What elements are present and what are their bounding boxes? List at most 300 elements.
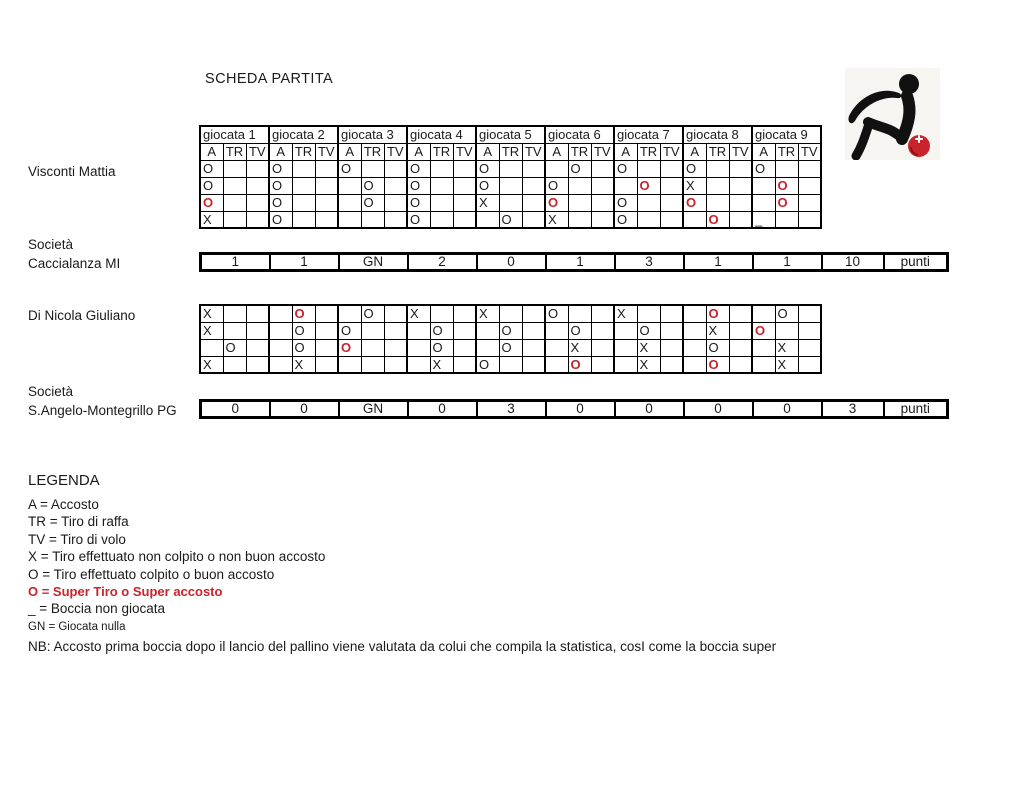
mark-cell <box>430 194 453 211</box>
giocata-points-cell: 2 <box>408 254 477 271</box>
mark-cell: X <box>200 211 223 228</box>
player2-society-label: Società <box>28 384 74 399</box>
player1-score-row <box>199 252 949 272</box>
subcol-header-tv: TV <box>246 143 269 160</box>
boccia-row <box>200 177 821 194</box>
mark-cell <box>384 339 407 356</box>
legend-line: TR = Tiro di raffa <box>28 514 129 530</box>
mark-cell <box>522 356 545 373</box>
mark-cell: O <box>338 160 361 177</box>
giocata-header: giocata 9 <box>752 126 821 143</box>
mark-cell <box>683 356 706 373</box>
mark-cell: O <box>614 160 637 177</box>
mark-cell <box>499 305 522 322</box>
mark-cell <box>729 194 752 211</box>
mark-cell <box>798 356 821 373</box>
giocata-points-cell: GN <box>339 401 408 418</box>
mark-cell <box>407 356 430 373</box>
mark-cell <box>499 160 522 177</box>
mark-cell <box>683 211 706 228</box>
subcol-header-a: A <box>752 143 775 160</box>
mark-cell <box>545 339 568 356</box>
player2-score-row <box>199 399 949 419</box>
mark-cell: O <box>200 160 223 177</box>
mark-cell: X <box>637 356 660 373</box>
giocata-points-cell: 3 <box>477 401 546 418</box>
mark-cell <box>453 356 476 373</box>
mark-cell <box>246 160 269 177</box>
mark-cell: X <box>775 339 798 356</box>
mark-cell <box>522 177 545 194</box>
mark-cell <box>729 305 752 322</box>
mark-cell <box>246 194 269 211</box>
mark-cell <box>338 356 361 373</box>
total-points-cell: 3 <box>822 401 884 418</box>
mark-cell <box>660 322 683 339</box>
mark-cell: O <box>706 356 729 373</box>
mark-cell <box>798 305 821 322</box>
mark-cell <box>361 211 384 228</box>
boccia-row <box>200 211 821 228</box>
boccia-row <box>200 305 821 322</box>
giocata-points-cell: 1 <box>201 254 270 271</box>
mark-cell <box>591 194 614 211</box>
mark-cell <box>775 160 798 177</box>
legend-line: X = Tiro effettuato non colpito o non buon accosto <box>28 549 326 565</box>
subcol-header-a: A <box>545 143 568 160</box>
mark-cell: X <box>545 211 568 228</box>
mark-cell: O <box>499 322 522 339</box>
mark-cell: O <box>200 194 223 211</box>
mark-cell <box>384 356 407 373</box>
bocce-player-logo-svg <box>845 68 940 160</box>
bocce-player-icon <box>845 68 940 160</box>
mark-cell <box>246 339 269 356</box>
subcol-header-tv: TV <box>453 143 476 160</box>
giocata-points-cell: 1 <box>684 254 753 271</box>
mark-cell: X <box>200 322 223 339</box>
mark-cell: X <box>637 339 660 356</box>
mark-cell <box>315 322 338 339</box>
mark-cell <box>637 160 660 177</box>
mark-cell: O <box>407 177 430 194</box>
mark-cell <box>407 339 430 356</box>
legend-lines <box>28 496 888 637</box>
mark-cell: O <box>407 211 430 228</box>
giocata-header: giocata 5 <box>476 126 545 143</box>
player2-grid <box>199 304 822 374</box>
subcol-header-a: A <box>338 143 361 160</box>
mark-cell: O <box>223 339 246 356</box>
mark-cell: O <box>361 177 384 194</box>
legend-line: O = Tiro effettuato colpito o buon accosto <box>28 566 275 582</box>
subcol-header-tv: TV <box>591 143 614 160</box>
mark-cell <box>430 177 453 194</box>
subcol-header-tr: TR <box>292 143 315 160</box>
subcol-header-a: A <box>683 143 706 160</box>
mark-cell <box>591 356 614 373</box>
mark-cell <box>499 177 522 194</box>
mark-cell: O <box>338 339 361 356</box>
mark-cell: O <box>407 194 430 211</box>
subcol-header-tr: TR <box>430 143 453 160</box>
mark-cell <box>384 322 407 339</box>
mark-cell <box>430 211 453 228</box>
mark-cell: X <box>430 356 453 373</box>
mark-cell <box>729 160 752 177</box>
mark-cell <box>683 305 706 322</box>
mark-cell <box>292 194 315 211</box>
mark-cell <box>637 305 660 322</box>
mark-cell: O <box>338 322 361 339</box>
mark-cell <box>660 356 683 373</box>
subcol-header-tr: TR <box>223 143 246 160</box>
player1-society-name: Caccialanza MI <box>28 256 121 271</box>
subcol-header-tv: TV <box>798 143 821 160</box>
subcol-header-a: A <box>269 143 292 160</box>
mark-cell <box>614 322 637 339</box>
mark-cell <box>798 211 821 228</box>
giocata-points-cell: 3 <box>615 254 684 271</box>
mark-cell <box>522 322 545 339</box>
mark-cell: O <box>614 194 637 211</box>
mark-cell <box>315 211 338 228</box>
mark-cell <box>729 211 752 228</box>
mark-cell <box>591 177 614 194</box>
boccia-row <box>200 322 821 339</box>
mark-cell <box>292 211 315 228</box>
boccia-row <box>200 356 821 373</box>
mark-cell <box>660 194 683 211</box>
mark-cell: O <box>476 356 499 373</box>
subcol-header-a: A <box>614 143 637 160</box>
mark-cell <box>476 339 499 356</box>
mark-cell <box>223 211 246 228</box>
subcol-header-tr: TR <box>499 143 522 160</box>
mark-cell <box>660 211 683 228</box>
giocata-points-cell: 1 <box>270 254 339 271</box>
punti-label-cell: punti <box>884 254 948 271</box>
mark-cell <box>637 194 660 211</box>
legend-line: A = Accosto <box>28 497 99 512</box>
mark-cell <box>476 211 499 228</box>
legend-line: GN = Giocata nulla <box>28 620 126 633</box>
legend <box>28 472 888 656</box>
mark-cell <box>591 322 614 339</box>
mark-cell: O <box>706 211 729 228</box>
mark-cell <box>430 160 453 177</box>
mark-cell <box>223 160 246 177</box>
giocata-points-cell: 0 <box>615 401 684 418</box>
mark-cell <box>591 160 614 177</box>
mark-cell <box>683 322 706 339</box>
mark-cell: X <box>706 322 729 339</box>
mark-cell <box>798 177 821 194</box>
giocata-points-cell: 0 <box>753 401 822 418</box>
mark-cell <box>453 194 476 211</box>
mark-cell <box>223 194 246 211</box>
mark-cell: O <box>775 177 798 194</box>
mark-cell: _ <box>752 211 775 228</box>
subcol-header-tv: TV <box>522 143 545 160</box>
mark-cell: O <box>614 211 637 228</box>
punti-label-cell: punti <box>884 401 948 418</box>
boccia-row <box>200 160 821 177</box>
giocata-points-cell: 0 <box>684 401 753 418</box>
subcol-header-tr: TR <box>775 143 798 160</box>
mark-cell <box>545 356 568 373</box>
mark-cell <box>223 322 246 339</box>
mark-cell: O <box>775 305 798 322</box>
giocata-header: giocata 4 <box>407 126 476 143</box>
mark-cell: X <box>476 194 499 211</box>
mark-cell <box>591 211 614 228</box>
mark-cell <box>568 211 591 228</box>
mark-cell <box>637 211 660 228</box>
mark-cell: X <box>407 305 430 322</box>
mark-cell: O <box>361 305 384 322</box>
subcol-header-a: A <box>200 143 223 160</box>
mark-cell <box>499 194 522 211</box>
mark-cell <box>315 160 338 177</box>
mark-cell: O <box>499 211 522 228</box>
mark-cell <box>752 305 775 322</box>
mark-cell <box>660 177 683 194</box>
mark-cell: O <box>430 339 453 356</box>
mark-cell <box>591 305 614 322</box>
mark-cell <box>338 194 361 211</box>
mark-cell <box>315 305 338 322</box>
mark-cell <box>729 356 752 373</box>
mark-cell <box>522 194 545 211</box>
mark-cell <box>384 211 407 228</box>
mark-cell <box>752 177 775 194</box>
mark-cell <box>614 356 637 373</box>
mark-cell: O <box>706 339 729 356</box>
mark-cell: O <box>545 177 568 194</box>
giocata-header: giocata 6 <box>545 126 614 143</box>
mark-cell <box>522 160 545 177</box>
mark-cell <box>338 211 361 228</box>
boccia-row <box>200 339 821 356</box>
total-points-cell: 10 <box>822 254 884 271</box>
mark-cell <box>269 339 292 356</box>
mark-cell: O <box>499 339 522 356</box>
mark-cell <box>453 322 476 339</box>
subcol-header-a: A <box>476 143 499 160</box>
mark-cell: O <box>269 160 292 177</box>
mark-cell <box>522 211 545 228</box>
mark-cell: O <box>568 160 591 177</box>
legend-line: O = Super Tiro o Super accosto <box>28 584 223 600</box>
mark-cell <box>315 194 338 211</box>
mark-cell <box>453 160 476 177</box>
giocata-points-cell: 0 <box>408 401 477 418</box>
mark-cell: O <box>752 322 775 339</box>
mark-cell <box>499 356 522 373</box>
mark-cell <box>660 305 683 322</box>
mark-cell <box>660 339 683 356</box>
mark-cell <box>706 177 729 194</box>
mark-cell <box>614 177 637 194</box>
mark-cell: O <box>637 322 660 339</box>
mark-cell <box>430 305 453 322</box>
mark-cell <box>798 194 821 211</box>
mark-cell: O <box>476 177 499 194</box>
mark-cell <box>591 339 614 356</box>
mark-cell: O <box>545 194 568 211</box>
mark-cell <box>476 322 499 339</box>
giocata-header: giocata 1 <box>200 126 269 143</box>
mark-cell <box>246 322 269 339</box>
mark-cell: O <box>361 194 384 211</box>
mark-cell <box>292 177 315 194</box>
mark-cell: O <box>775 194 798 211</box>
mark-cell: O <box>430 322 453 339</box>
mark-cell <box>522 339 545 356</box>
mark-cell: X <box>200 356 223 373</box>
mark-cell: X <box>568 339 591 356</box>
mark-cell <box>361 322 384 339</box>
mark-cell: O <box>568 322 591 339</box>
subcol-header-tv: TV <box>384 143 407 160</box>
mark-cell: O <box>269 177 292 194</box>
giocata-points-cell: 0 <box>270 401 339 418</box>
player1-society-label: Società <box>28 237 74 252</box>
mark-cell <box>223 356 246 373</box>
giocata-header: giocata 2 <box>269 126 338 143</box>
player1-name: Visconti Mattia <box>28 164 116 179</box>
mark-cell: O <box>269 194 292 211</box>
mark-cell <box>384 160 407 177</box>
mark-cell: O <box>683 194 706 211</box>
mark-cell <box>798 339 821 356</box>
mark-cell <box>269 322 292 339</box>
mark-cell: O <box>269 211 292 228</box>
subcol-header-tv: TV <box>315 143 338 160</box>
giocata-points-cell: 1 <box>546 254 615 271</box>
page-title: SCHEDA PARTITA <box>205 71 334 87</box>
mark-cell <box>246 305 269 322</box>
mark-cell <box>384 177 407 194</box>
mark-cell <box>752 356 775 373</box>
mark-cell <box>361 339 384 356</box>
mark-cell <box>315 356 338 373</box>
mark-cell <box>706 160 729 177</box>
mark-cell <box>384 305 407 322</box>
mark-cell: O <box>292 322 315 339</box>
mark-cell <box>729 322 752 339</box>
giocata-header: giocata 7 <box>614 126 683 143</box>
mark-cell <box>361 160 384 177</box>
mark-cell <box>614 339 637 356</box>
mark-cell: O <box>200 177 223 194</box>
mark-cell <box>775 322 798 339</box>
legend-title: LEGENDA <box>28 472 100 489</box>
mark-cell: O <box>637 177 660 194</box>
mark-cell: O <box>545 305 568 322</box>
mark-cell: X <box>775 356 798 373</box>
mark-cell <box>338 177 361 194</box>
mark-cell: O <box>683 160 706 177</box>
mark-cell <box>315 177 338 194</box>
mark-cell <box>453 339 476 356</box>
mark-cell <box>775 211 798 228</box>
subcol-header-tr: TR <box>637 143 660 160</box>
legend-line: TV = Tiro di volo <box>28 531 126 547</box>
mark-cell: O <box>568 356 591 373</box>
mark-cell <box>568 305 591 322</box>
mark-cell: X <box>200 305 223 322</box>
mark-cell: X <box>292 356 315 373</box>
mark-cell <box>223 177 246 194</box>
mark-cell <box>246 177 269 194</box>
giocata-points-cell: GN <box>339 254 408 271</box>
mark-cell: O <box>407 160 430 177</box>
mark-cell <box>384 194 407 211</box>
boccia-row <box>200 194 821 211</box>
mark-cell <box>752 339 775 356</box>
mark-cell <box>223 305 246 322</box>
mark-cell <box>798 160 821 177</box>
mark-cell <box>453 177 476 194</box>
mark-cell: O <box>752 160 775 177</box>
subcol-header-tv: TV <box>660 143 683 160</box>
mark-cell <box>292 160 315 177</box>
mark-cell <box>706 194 729 211</box>
mark-cell <box>752 194 775 211</box>
mark-cell <box>361 356 384 373</box>
mark-cell: O <box>706 305 729 322</box>
giocata-points-cell: 0 <box>477 254 546 271</box>
giocata-points-cell: 0 <box>201 401 270 418</box>
mark-cell: O <box>476 160 499 177</box>
mark-cell <box>545 322 568 339</box>
mark-cell <box>269 305 292 322</box>
mark-cell <box>246 211 269 228</box>
mark-cell <box>315 339 338 356</box>
mark-cell <box>568 194 591 211</box>
subcol-header-tr: TR <box>568 143 591 160</box>
giocata-points-cell: 1 <box>753 254 822 271</box>
mark-cell <box>683 339 706 356</box>
subcol-header-tv: TV <box>729 143 752 160</box>
mark-cell <box>568 177 591 194</box>
subcol-header-a: A <box>407 143 430 160</box>
mark-cell: O <box>292 339 315 356</box>
mark-cell <box>729 177 752 194</box>
mark-cell <box>729 339 752 356</box>
legend-line: _ = Boccia non giocata <box>28 601 165 617</box>
mark-cell <box>453 211 476 228</box>
player2-society-name: S.Angelo-Montegrillo PG <box>28 403 177 418</box>
giocata-header: giocata 8 <box>683 126 752 143</box>
mark-cell <box>522 305 545 322</box>
player1-grid <box>199 125 822 229</box>
mark-cell <box>338 305 361 322</box>
legend-nb-note: NB: Accosto prima boccia dopo il lancio del pallino viene valutata da colui che compila la statistica, cosI come la boccia super <box>28 639 777 655</box>
mark-cell: X <box>683 177 706 194</box>
mark-cell: X <box>614 305 637 322</box>
subcol-header-tr: TR <box>706 143 729 160</box>
giocata-header: giocata 3 <box>338 126 407 143</box>
mark-cell <box>798 322 821 339</box>
mark-cell: O <box>292 305 315 322</box>
mark-cell <box>545 160 568 177</box>
mark-cell <box>660 160 683 177</box>
player2-name: Di Nicola Giuliano <box>28 308 136 323</box>
subcol-header-tr: TR <box>361 143 384 160</box>
